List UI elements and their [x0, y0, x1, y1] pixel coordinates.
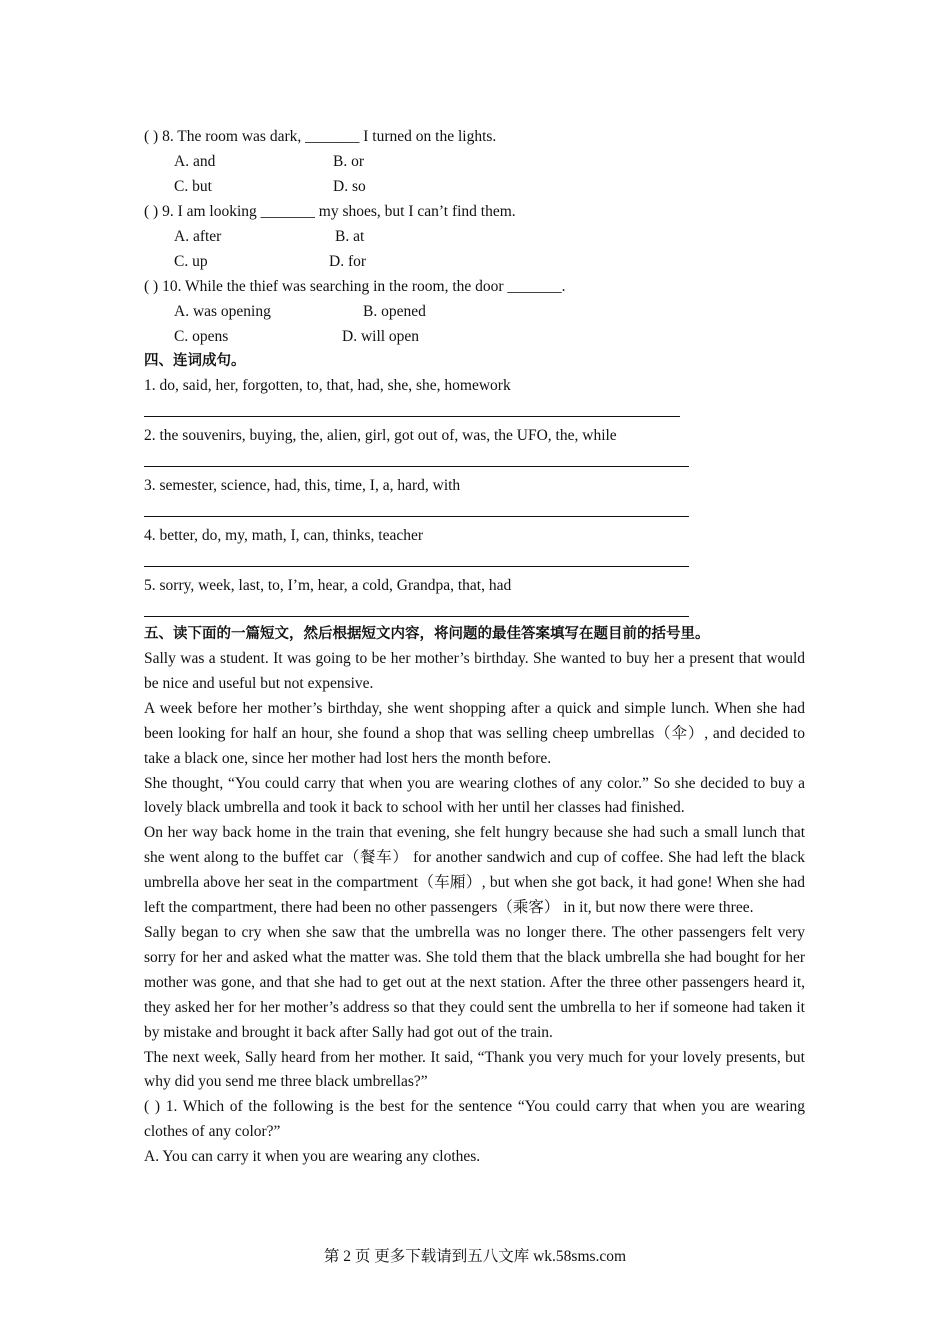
q9-option-a: A. after	[174, 228, 222, 245]
q10-option-c: C. opens	[174, 328, 229, 345]
q8-option-b: B. or	[333, 153, 364, 170]
passage-paragraph-5: Sally began to cry when she saw that the umbrella was no longer there. The other passengers felt very sorry for her and asked what the matter was. She told them that the black umbrella she had bought for her mother was gone, and that she had to get out at the next station. After the three other passengers heard it, they asked her for her mother’s address so that they could sent the umbrella to her if someone had taken it by mistake and brought it back after Sally had got out of the train.	[144, 923, 805, 1041]
answer-line-3[interactable]	[144, 516, 689, 517]
passage-paragraph-4: On her way back home in the train that evening, she felt hungry because she had such a small lunch that she went along to the buffet car（餐车） for another sandwich and cup of coffee. She had left the black umbrella above her seat in the compartment（车厢）, but when she got back, it had gone! When she had left the compartment, there had been no other passengers（乘客） in it, but now there were three.	[144, 824, 805, 917]
passage-paragraph-6: The next week, Sally heard from her mother. It said, “Thank you very much for your lovely presents, but why did you send me three black umbrellas?”	[144, 1048, 805, 1091]
passage-paragraph-1: Sally was a student. It was going to be her mother’s birthday. She wanted to buy her a present that would be nice and useful but not expensive.	[144, 650, 805, 692]
question-10: ( ) 10. While the thief was searching in the room, the door _______.	[144, 278, 566, 295]
passage-paragraph-3: She thought, “You could carry that when you are wearing clothes of any color.” So she decided to buy a lovely black umbrella and took it back to school with her until her classes had finished.	[144, 774, 805, 817]
answer-line-4[interactable]	[144, 566, 689, 567]
q9-option-d: D. for	[329, 253, 367, 270]
q9-option-c: C. up	[174, 253, 208, 270]
reading-passage	[144, 647, 805, 1170]
answer-line-2[interactable]	[144, 466, 689, 467]
q10-option-b: B. opened	[363, 303, 426, 320]
question-9: ( ) 9. I am looking _______ my shoes, but I can’t find them.	[144, 203, 516, 220]
passage-paragraph-2: A week before her mother’s birthday, she went shopping after a quick and simple lunch. When she had been looking for half an hour, she found a shop that was selling cheep umbrellas（伞）, and decided to take a black one, since her mother had lost hers the month before.	[144, 699, 805, 767]
sentence-item-4: 4. better, do, my, math, I, can, thinks, teacher	[144, 527, 424, 544]
question-8: ( ) 8. The room was dark, _______ I turned on the lights.	[144, 128, 497, 145]
answer-line-1[interactable]	[144, 416, 680, 417]
q9-option-b: B. at	[335, 228, 365, 245]
q10-option-a: A. was opening	[174, 303, 271, 320]
q8-option-a: A. and	[174, 153, 216, 170]
q8-option-c: C. but	[174, 178, 212, 195]
page-footer: 第 2 页 更多下载请到五八文库 wk.58sms.com	[323, 1248, 627, 1265]
reading-question-1-option-a: A. You can carry it when you are wearing any clothes.	[144, 1148, 481, 1166]
sentence-item-1: 1. do, said, her, forgotten, to, that, had, she, she, homework	[144, 377, 511, 394]
q10-option-d: D. will open	[342, 328, 420, 345]
section-4-heading: 四、连词成句。	[144, 353, 246, 369]
section-5-heading: 五、读下面的一篇短文，然后根据短文内容，将问题的最佳答案填写在题目前的括号里。	[144, 626, 710, 642]
answer-line-5[interactable]	[144, 616, 689, 617]
reading-question-1: ( ) 1. Which of the following is the best for the sentence “You could carry that when you are wearing clothes of any color?”	[144, 1098, 805, 1141]
q8-option-d: D. so	[333, 178, 366, 195]
sentence-item-5: 5. sorry, week, last, to, I’m, hear, a cold, Grandpa, that, had	[144, 577, 512, 594]
sentence-item-2: 2. the souvenirs, buying, the, alien, girl, got out of, was, the UFO, the, while	[144, 427, 617, 444]
sentence-item-3: 3. semester, science, had, this, time, I, a, hard, with	[144, 477, 461, 494]
